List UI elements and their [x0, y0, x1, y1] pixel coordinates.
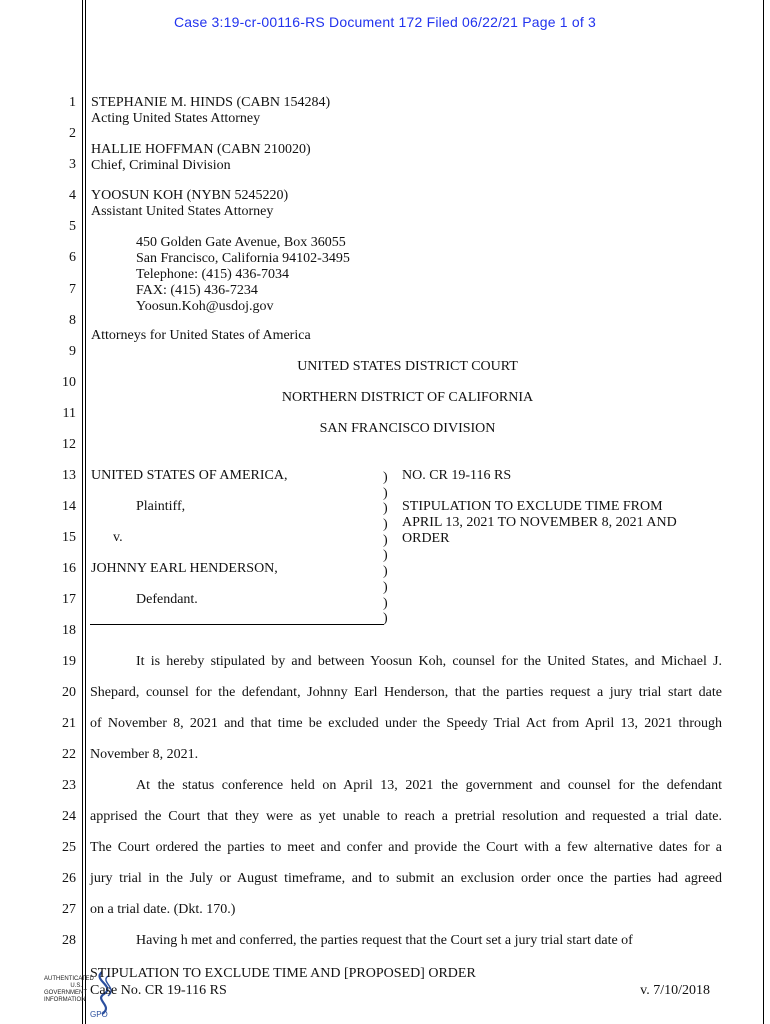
counsel-block [91, 95, 330, 127]
caption-paren-column [383, 470, 388, 627]
attorney-title: Assistant United States Attorney [91, 204, 274, 219]
counsel-address [136, 235, 350, 315]
attorney-name: STEPHANIE M. HINDS (CABN 154284) [91, 95, 331, 110]
document-title-line: STIPULATION TO EXCLUDE TIME FROM [402, 499, 663, 514]
fax: FAX: (415) 436-7234 [136, 283, 258, 298]
court-division: SAN FRANCISCO DIVISION [319, 421, 496, 436]
plaintiff-name: UNITED STATES OF AMERICA, [91, 468, 288, 483]
attorneys-for: Attorneys for United States of America [91, 328, 311, 343]
body-line: At the status conference held on April 13, 2021 the government and counsel for the defendant [136, 778, 722, 793]
line-number: 8 [69, 313, 76, 328]
margin-rule-left-inner [85, 0, 86, 1024]
line-number: 19 [62, 654, 76, 669]
attorney-name: YOOSUN KOH (NYBN 5245220) [91, 188, 289, 203]
body-line: on a trial date. (Dkt. 170.) [90, 902, 236, 917]
seal-text: AUTHENTICATED U.S. GOVERNMENT INFORMATION [44, 976, 94, 1003]
court-district: NORTHERN DISTRICT OF CALIFORNIA [281, 390, 534, 405]
caption-paren: ) [383, 579, 388, 595]
document-title [402, 499, 677, 547]
line-number: 27 [62, 902, 76, 917]
ecf-header-stamp: Case 3:19-cr-00116-RS Document 172 Filed 06/22/21 Page 1 of 3 [173, 14, 597, 30]
defendant-name: JOHNNY EARL HENDERSON, [91, 561, 278, 576]
margin-rule-right [763, 0, 764, 1024]
plaintiff-role: Plaintiff, [136, 499, 186, 514]
line-number: 1 [69, 95, 76, 110]
court-name: UNITED STATES DISTRICT COURT [297, 359, 518, 374]
versus: v. [113, 530, 123, 545]
address-line: San Francisco, California 94102-3495 [136, 251, 350, 266]
counsel-block [91, 142, 311, 174]
address-line: 450 Golden Gate Avenue, Box 36055 [136, 235, 346, 250]
telephone: Telephone: (415) 436-7034 [136, 267, 289, 282]
line-number: 12 [62, 437, 76, 452]
line-number: 10 [62, 375, 76, 390]
case-number: NO. CR 19-116 RS [402, 468, 512, 483]
line-number: 9 [69, 344, 76, 359]
footer-case-number: Case No. CR 19-116 RS [90, 983, 227, 998]
line-number: 6 [69, 250, 76, 265]
seal-gpo-label: GPO [90, 1010, 108, 1019]
defendant-role: Defendant. [136, 592, 198, 607]
line-number: 3 [69, 157, 76, 172]
line-number: 21 [62, 716, 76, 731]
caption-paren: ) [383, 595, 388, 611]
line-number: 7 [69, 282, 76, 297]
body-line: Having h met and conferred, the parties request that the Court set a jury trial start date of [136, 933, 633, 948]
line-number: 28 [62, 933, 76, 948]
document-title-line: APRIL 13, 2021 TO NOVEMBER 8, 2021 AND [402, 515, 677, 530]
footer-version: v. 7/10/2018 [640, 983, 710, 998]
line-number: 18 [62, 623, 76, 638]
document-title-line: ORDER [402, 531, 450, 546]
caption-paren: ) [383, 564, 388, 580]
caption-paren: ) [383, 611, 388, 627]
line-number: 16 [62, 561, 76, 576]
line-number: 11 [62, 406, 76, 421]
attorney-title: Acting United States Attorney [91, 111, 261, 126]
caption-paren: ) [383, 470, 388, 485]
body-line: of November 8, 2021 and that time be excluded under the Speedy Trial Act from April 13, 2021 through [90, 716, 722, 731]
caption-paren: ) [383, 532, 388, 548]
line-number: 24 [62, 809, 76, 824]
body-line: It is hereby stipulated by and between Yoosun Koh, counsel for the United States, and Michael J. [136, 654, 722, 669]
body-line: November 8, 2021. [90, 747, 199, 762]
caption-paren: ) [383, 485, 388, 501]
line-number: 22 [62, 747, 76, 762]
attorney-title: Chief, Criminal Division [91, 158, 231, 173]
attorney-name: HALLIE HOFFMAN (CABN 210020) [91, 142, 311, 157]
line-number: 13 [62, 468, 76, 483]
caption-paren: ) [383, 548, 388, 564]
line-number: 17 [62, 592, 76, 607]
footer-document-title: STIPULATION TO EXCLUDE TIME AND [PROPOSED] ORDER [90, 966, 476, 981]
line-number: 20 [62, 685, 76, 700]
line-number: 26 [62, 871, 76, 886]
caption-underline [90, 624, 384, 625]
line-number: 5 [69, 219, 76, 234]
line-number: 23 [62, 778, 76, 793]
line-number: 14 [62, 499, 76, 514]
body-line: apprised the Court that they were as yet unable to reach a pretrial resolution and requested a trial date. [90, 809, 722, 824]
body-line: jury trial in the July or August timeframe, and to submit an exclusion order once the parties had agreed [90, 871, 722, 886]
body-line: The Court ordered the parties to meet and confer and provide the Court with a few alternative dates for a [90, 840, 722, 855]
caption-paren: ) [383, 517, 388, 533]
email-link[interactable]: Yoosun.Koh@usdoj.gov [136, 299, 274, 314]
line-number: 25 [62, 840, 76, 855]
line-number: 2 [69, 126, 76, 141]
body-line: Shepard, counsel for the defendant, Johnny Earl Henderson, that the parties request a jury trial start date [90, 685, 722, 700]
margin-rule-left-outer [82, 0, 83, 1024]
line-number: 4 [69, 188, 76, 203]
caption-paren: ) [383, 501, 388, 517]
line-number: 15 [62, 530, 76, 545]
counsel-block [91, 188, 288, 220]
